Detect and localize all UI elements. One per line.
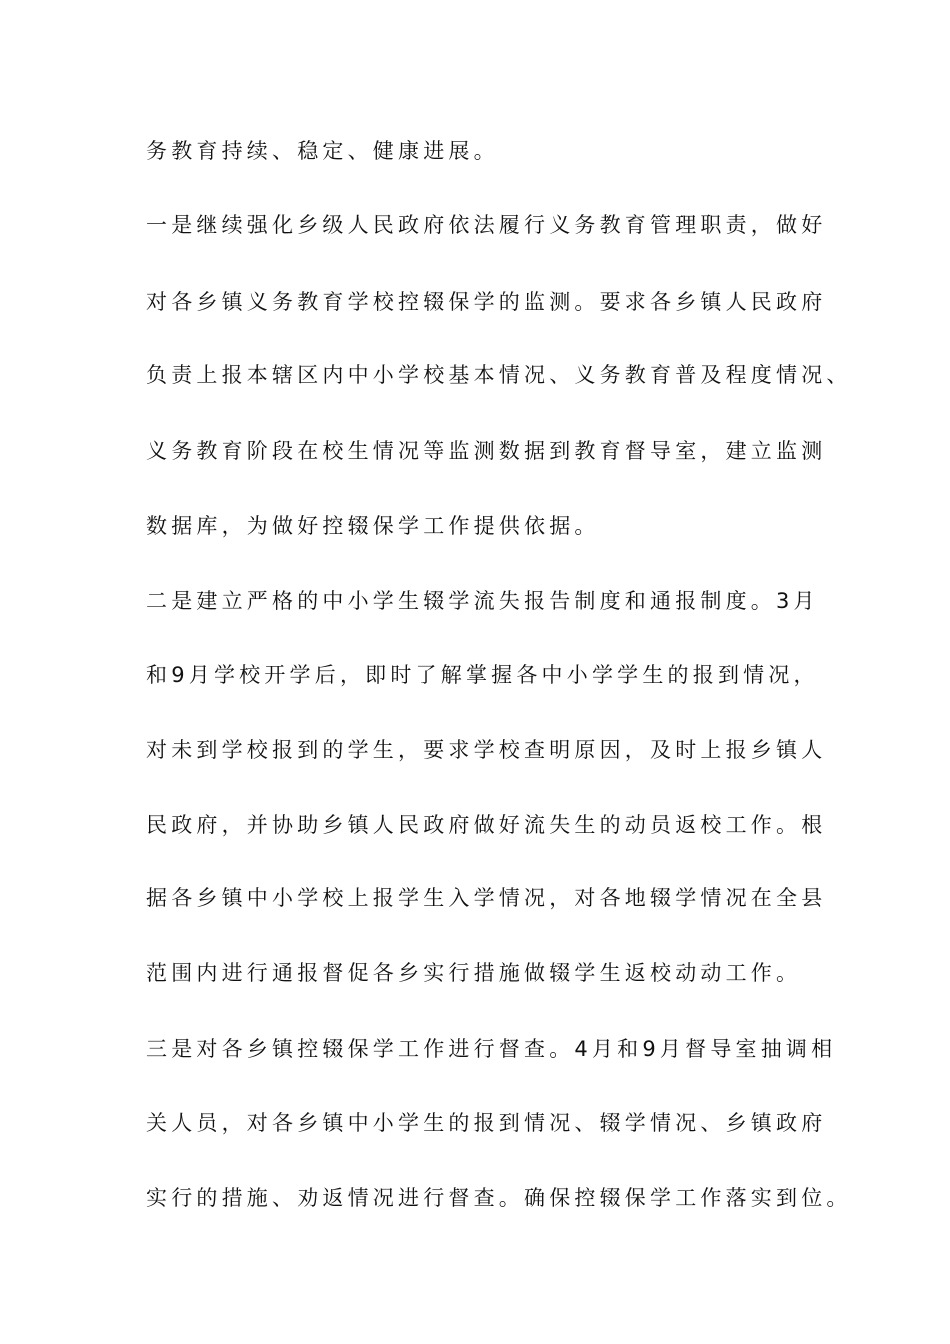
text-line: 实行的措施、劝返情况进行督查。确保控辍保学工作落实到位。 — [146, 1186, 852, 1210]
text-line: 据各乡镇中小学校上报学生入学情况，对各地辍学情况在全县 — [146, 886, 827, 910]
text-line: 范围内进行通报督促各乡实行措施做辍学生返校动动工作。 — [146, 961, 802, 985]
text-line: 三是对各乡镇控辍保学工作进行督查。4月和9月督导室抽调相 — [146, 1037, 837, 1061]
text-line: 和9月学校开学后，即时了解掌握各中小学学生的报到情况， — [146, 663, 819, 687]
text-line: 务教育持续、稳定、健康进展。 — [146, 139, 499, 163]
text-line: 义务教育阶段在校生情况等监测数据到教育督导室，建立监测 — [146, 439, 827, 463]
text-line: 关人员，对各乡镇中小学生的报到情况、辍学情况、乡镇政府 — [146, 1111, 827, 1135]
text-line: 二是建立严格的中小学生辍学流失报告制度和通报制度。3月 — [146, 589, 819, 613]
text-line: 数据库，为做好控辍保学工作提供依据。 — [146, 514, 600, 538]
text-line: 对未到学校报到的学生，要求学校查明原因，及时上报乡镇人 — [146, 738, 827, 762]
text-line: 民政府，并协助乡镇人民政府做好流失生的动员返校工作。根 — [146, 813, 827, 837]
text-line: 负责上报本辖区内中小学校基本情况、义务教育普及程度情况、 — [146, 363, 852, 387]
text-line: 对各乡镇义务教育学校控辍保学的监测。要求各乡镇人民政府 — [146, 290, 827, 314]
text-line: 一是继续强化乡级人民政府依法履行义务教育管理职责，做好 — [146, 213, 827, 237]
